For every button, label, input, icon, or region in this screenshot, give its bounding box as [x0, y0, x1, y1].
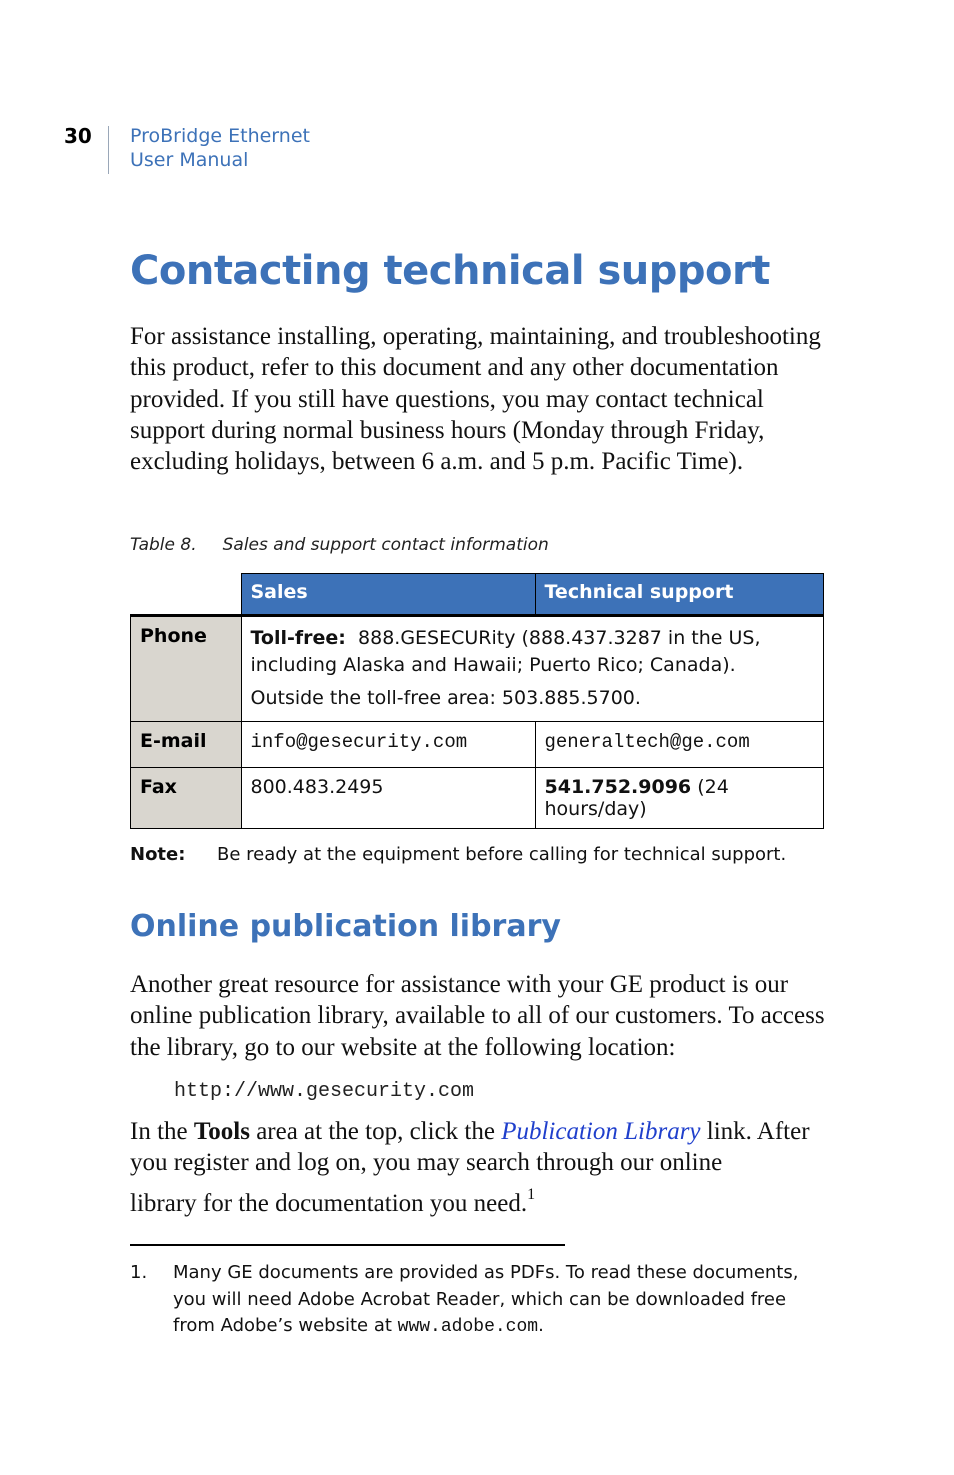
table-corner-cell: [131, 574, 242, 616]
header-title-line1: ProBridge Ethernet: [130, 125, 310, 147]
row-label-phone: Phone: [131, 616, 242, 722]
intro-paragraph: For assistance installing, operating, maintaining, and troubleshooting this product, refer to this document and any other documentation provided. If you still have questions, you may contact technical support during normal business hours (Monday through Friday, excluding holidays, between 6 a.m. and 5 p.m. Pacific Time).: [130, 323, 821, 476]
table-caption: [130, 535, 549, 555]
header-divider: [108, 126, 109, 174]
footnote-body: [173, 1260, 830, 1341]
fax-support-note: (24 hours/day): [544, 776, 729, 820]
fax-support-cell: [535, 768, 824, 829]
fax-support-number: 541.752.9096: [544, 776, 692, 798]
adobe-url[interactable]: www.adobe.com: [397, 1317, 539, 1337]
table-row-email: [131, 722, 824, 768]
row-label-email: E-mail: [131, 722, 242, 768]
tools-bold: Tools: [193, 1118, 250, 1145]
row-label-fax: Fax: [131, 768, 242, 829]
tools-mid: area at the top, click the: [256, 1118, 495, 1145]
column-header-support-label: Technical support: [544, 581, 734, 603]
phone-cell: [241, 616, 824, 722]
note: [130, 844, 786, 865]
column-header-sales: [241, 574, 535, 616]
website-url[interactable]: http://www.gesecurity.com: [174, 1080, 475, 1103]
table-caption-text: Sales and support contact information: [222, 535, 549, 555]
running-header: [130, 124, 310, 172]
publication-library-link[interactable]: Publication Library: [501, 1118, 701, 1145]
phone-tollfree: [251, 625, 815, 679]
column-header-sales-label: Sales: [250, 581, 308, 603]
tools-last: library for the documentation you need.: [130, 1189, 528, 1217]
email-support[interactable]: generaltech@ge.com: [544, 731, 750, 753]
footnote-number: 1.: [130, 1262, 148, 1283]
contact-table: [130, 573, 824, 829]
column-header-technical-support: [535, 574, 824, 616]
footnote-end: .: [538, 1315, 544, 1336]
email-sales[interactable]: info@gesecurity.com: [250, 731, 468, 753]
page-number: 30: [64, 124, 92, 148]
email-support-cell: [535, 722, 824, 768]
table-row-phone: [131, 616, 824, 722]
tools-paragraph: [130, 1116, 830, 1223]
note-text: Be ready at the equipment before calling for technical support.: [217, 844, 787, 865]
page-title: Contacting technical support: [130, 248, 770, 294]
phone-tollfree-label: Toll-free:: [250, 627, 346, 649]
tools-suffix: link. After you register and log on, you may search through our online: [130, 1118, 810, 1177]
footnote-divider: [130, 1244, 565, 1246]
footnote-reference[interactable]: 1: [527, 1185, 536, 1203]
note-label: Note:: [130, 844, 186, 865]
section-heading: Online publication library: [130, 909, 561, 944]
footnote-text: Many GE documents are provided as PDFs. To read these documents, you will need Adobe Acrobat Reader, which can be downloaded free from Adobe’s website at: [173, 1262, 799, 1336]
table-header-row: [131, 574, 824, 616]
fax-sales: 800.483.2495: [241, 768, 535, 829]
table-caption-number: Table 8.: [130, 535, 197, 555]
table-row-fax: [131, 768, 824, 829]
phone-tollfree-value: 888.GESECURity (888.437.3287 in the US, including Alaska and Hawaii; Puerto Rico; Canada).: [250, 627, 761, 676]
email-sales-cell: [241, 722, 535, 768]
library-paragraph: Another great resource for assistance with your GE product is our online publication library, available to all of our customers. To access the library, go to our website at the following location:: [130, 971, 825, 1061]
footnote: [130, 1260, 830, 1341]
tools-prefix: In the: [130, 1118, 188, 1145]
phone-outside: Outside the toll-free area: 503.885.5700.: [250, 687, 641, 709]
header-title-line2: User Manual: [130, 149, 249, 171]
